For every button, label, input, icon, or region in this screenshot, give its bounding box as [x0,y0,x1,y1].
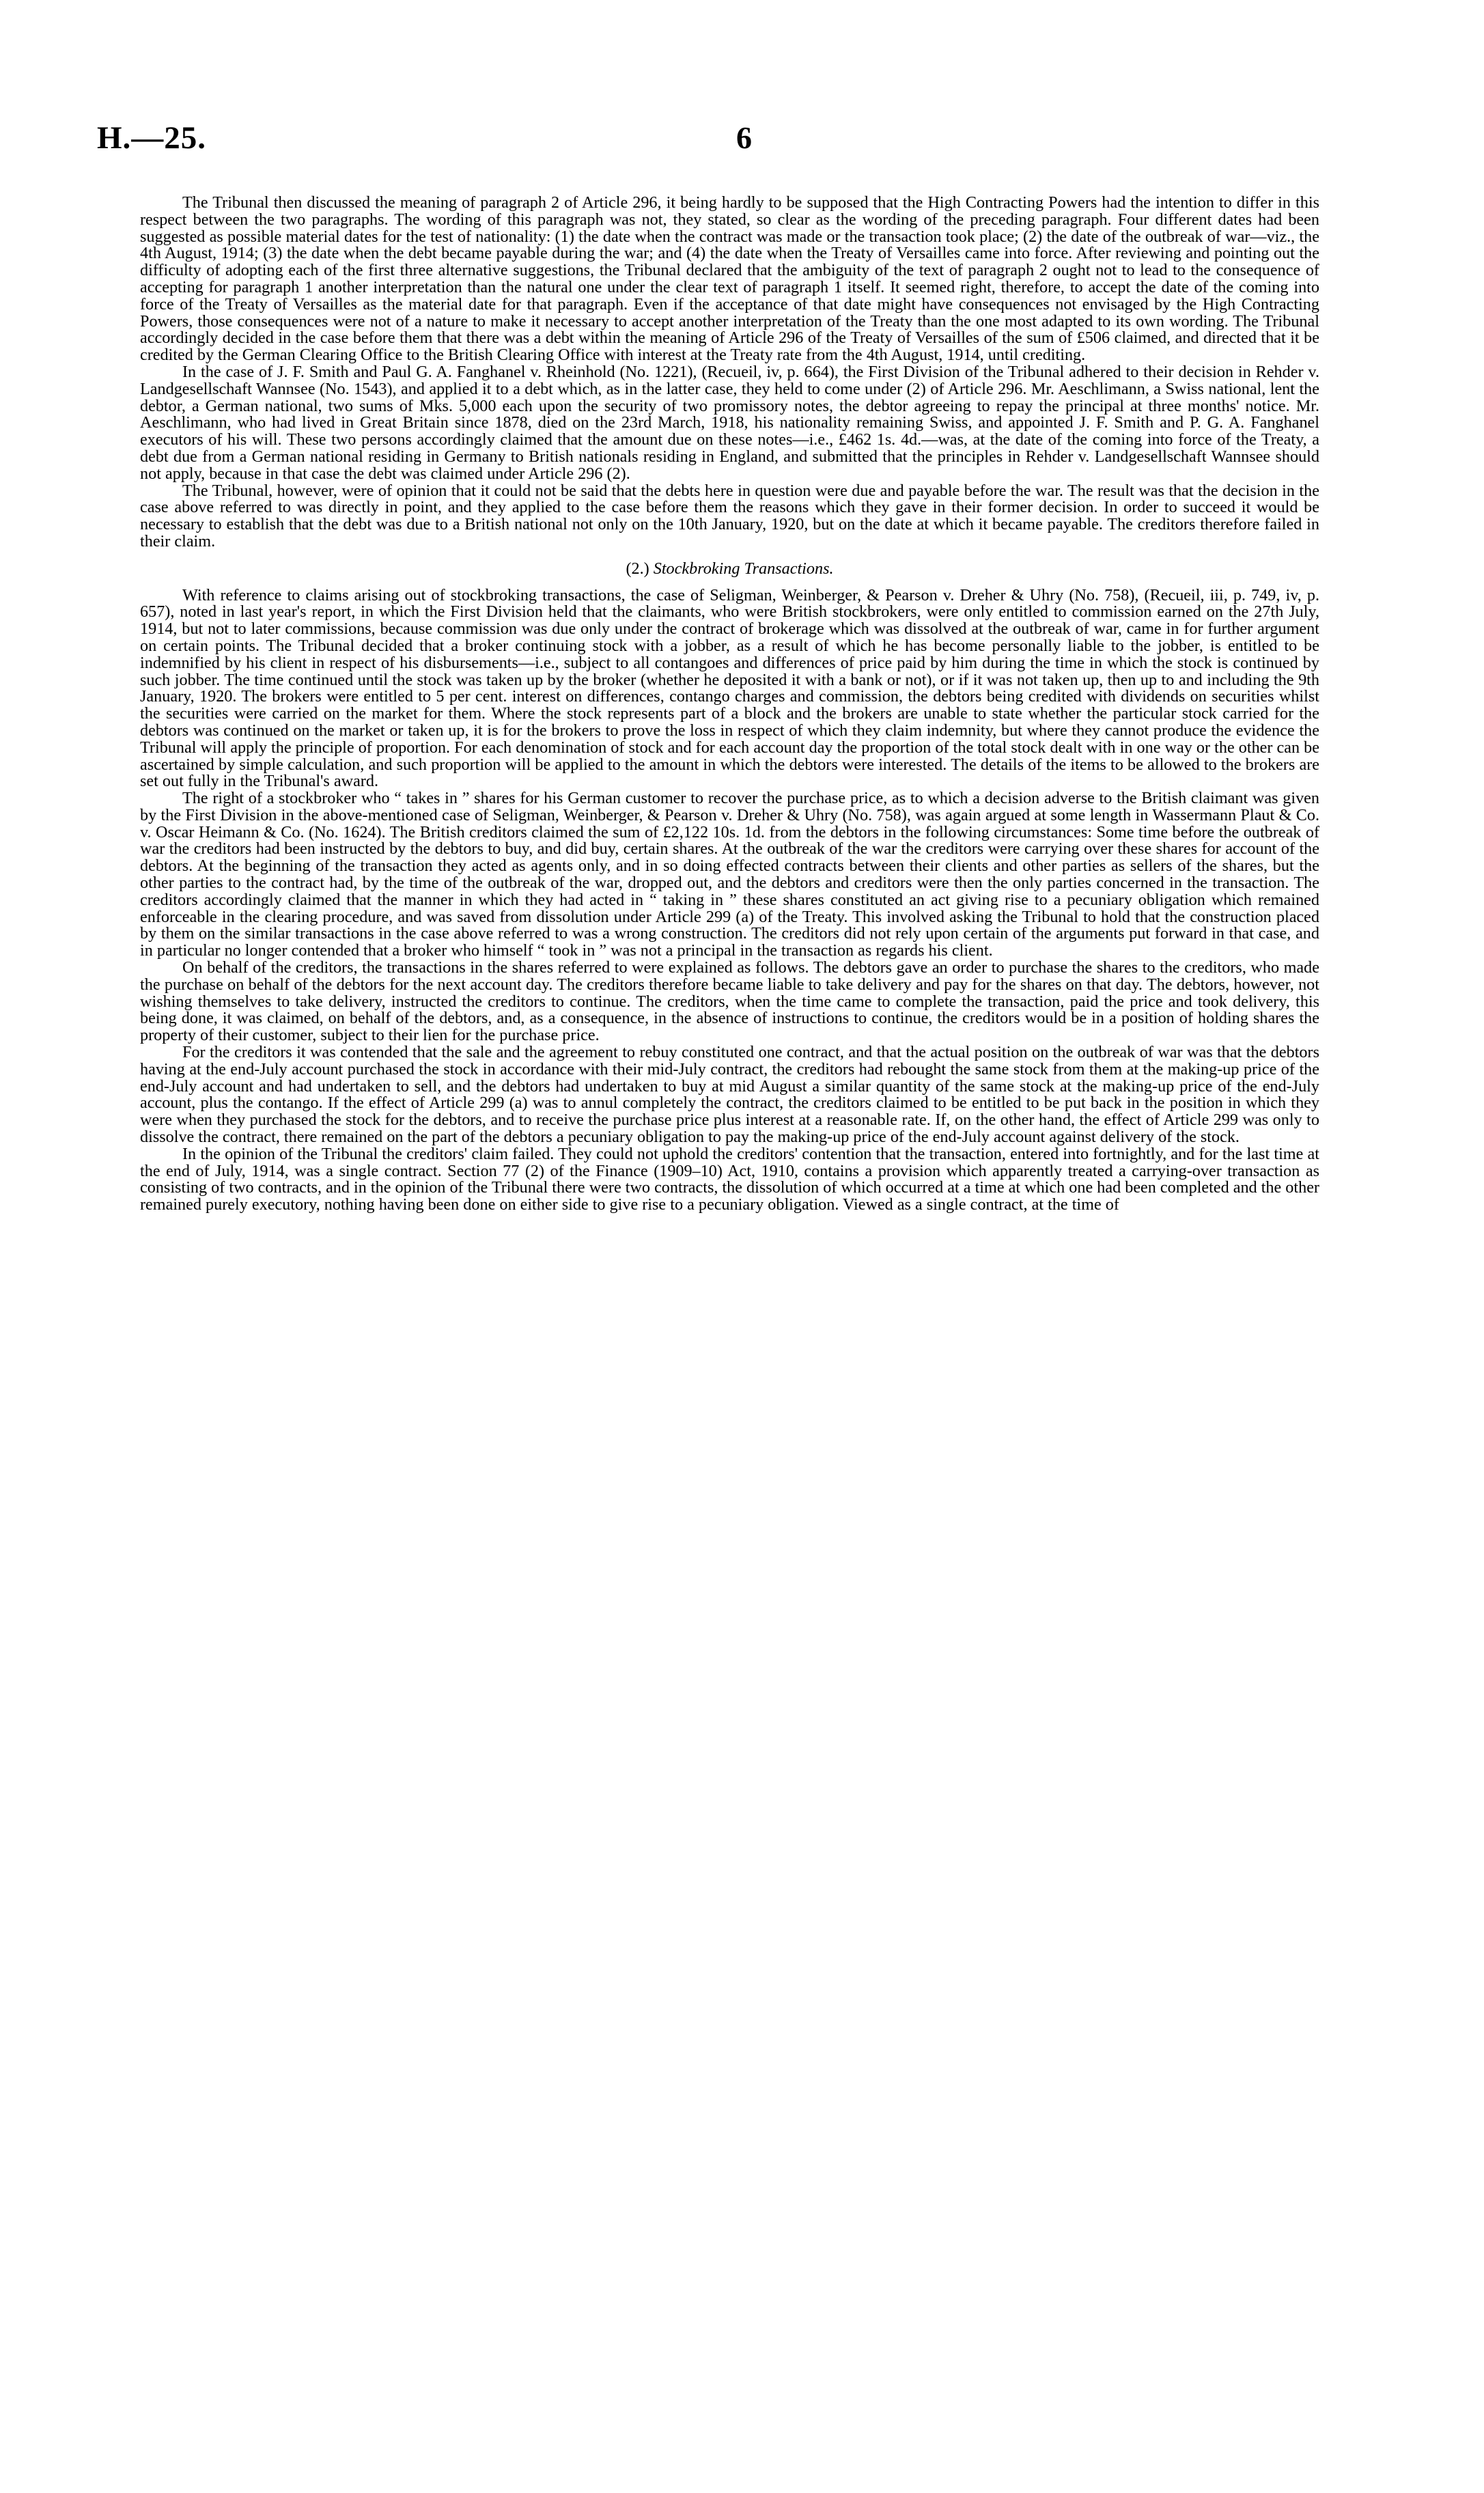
body-paragraph: The Tribunal, however, were of opinion that it could not be said that the debts here in question were due and payable before the war. The result was that the decision in the case above referred to was directly in point, and they applied to the case before them the reasons which they gave in their former decision. In order to succeed it would be necessary to establish that the debt was due to a British national not only on the 10th January, 1920, but on the date at which it became payable. The creditors therefore failed in their claim. [140,481,1319,551]
page-header [97,120,1391,174]
document-body [140,195,1319,1214]
document-reference: H.—25. [97,120,207,156]
body-paragraph: The right of a stockbroker who “ takes in ” shares for his German customer to recover the purchase price, as to which a decision adverse to the British claimant was given by the First Division in the above-mentioned case of Seligman, Weinberger, & Pearson v. Dreher & Uhry (No. 758), was again argued at some length in Wassermann Plaut & Co. v. Oscar Heimann & Co. (No. 1624). The British creditors claimed the sum of £2,122 10s. 1d. from the debtors in the following circumstances: Some time before the outbreak of war the creditors had been instructed by the debtors to buy, and did buy, certain shares. At the outbreak of the war the creditors were carrying over these shares for account of the debtors. At the beginning of the transaction they acted as agents only, and in so doing effected contracts between their clients and other parties as sellers of the shares, but the other parties to the contract had, by the time of the outbreak of the war, dropped out, and the debtors and creditors were then the only parties concerned in the transaction. The creditors accordingly claimed that the manner in which they had acted in “ taking in ” these shares constituted an act giving rise to a pecuniary obligation which remained enforceable in the clearing procedure, and was saved from dissolution under Article 299 (a) of the Treaty. This involved asking the Tribunal to hold that the construction placed by them on the similar transactions in the case above referred to was a wrong construction. The creditors did not rely upon certain of the arguments put forward in that case, and in particular no longer contended that a broker who himself “ took in ” was not a principal in the transaction as regards his client. [140,789,1319,960]
page-number: 6 [736,120,752,155]
body-paragraph: The Tribunal then discussed the meaning of paragraph 2 of Article 296, it being hardly to be supposed that the High Contracting Powers had the intention to differ in this respect between the two paragraphs. The wording of this paragraph was not, they stated, so clear as the wording of the preceding paragraph. Four different dates had been suggested as possible material dates for the test of nationality: (1) the date when the contract was made or the transaction took place; (2) the date of the outbreak of war—viz., the 4th August, 1914; (3) the date when the debt became payable during the war; and (4) the date when the Treaty of Versailles came into force. After reviewing and pointing out the difficulty of adopting each of the first three alternative suggestions, the Tribunal declared that the ambiguity of the text of paragraph 2 ought not to lead to the consequence of accepting for paragraph 1 another interpretation than the natural one under the clear text of paragraph 1 itself. It seemed right, therefore, to accept the date of the coming into force of the Treaty of Versailles as the material date for that paragraph. Even if the acceptance of that date might have consequences not envisaged by the High Contracting Powers, those consequences were not of a nature to make it necessary to accept another interpretation of the Treaty than the one most adapted to its own wording. The Tribunal accordingly decided in the case before them that there was a debt within the meaning of Article 296 of the Treaty of Versailles of the sum of £506 claimed, and directed that it be credited by the German Clearing Office to the British Clearing Office with interest at the Treaty rate from the 4th August, 1914, until crediting. [140,193,1319,365]
section-heading-title: Stockbroking Transactions. [653,559,834,578]
section-nationality [140,195,1319,551]
body-paragraph: On behalf of the creditors, the transactions in the shares referred to were explained as follows. The debtors gave an order to purchase the shares to the creditors, who made the purchase on behalf of the debtors for the next account day. The creditors therefore became liable to take delivery and pay for the shares on that day. The debtors, however, not wishing themselves to take delivery, instructed the creditors to continue. The creditors, when the time came to complete the transaction, paid the price and took delivery, this being done, it was claimed, on behalf of the debtors, and, as a consequence, in the absence of instructions to continue, the creditors would be in a position of holding shares the property of their customer, subject to their lien for the purchase price. [140,958,1319,1045]
section-heading-number: (2.) [626,559,649,578]
section-stockbroking [140,587,1319,1214]
body-paragraph: For the creditors it was contended that the sale and the agreement to rebuy constituted one contract, and that the actual position on the outbreak of war was that the debtors having at the end-July account purchased the stock in accordance with their mid-July contract, the creditors had rebought the same stock from them at the making-up price of the end-July account and had undertaken to sell, and the debtors had undertaken to buy at mid August a similar quantity of the same stock at the making-up price of the end-July account, plus the contango. If the effect of Article 299 (a) was to annul completely the contract, the creditors claimed to be entitled to be put back in the position in which they were when they purchased the stock for the debtors, and to receive the purchase price plus interest at a reasonable rate. If, on the other hand, the effect of Article 299 was only to dissolve the contract, there remained on the part of the debtors a pecuniary obligation to pay the making-up price of the end-July account against delivery of the stock. [140,1043,1319,1147]
body-paragraph: In the opinion of the Tribunal the creditors' claim failed. They could not uphold the creditors' contention that the transaction, entered into fortnightly, and for the last time at the end of July, 1914, was a single contract. Section 77 (2) of the Finance (1909–10) Act, 1910, contains a provision which apparently treated a carrying-over transaction as consisting of two contracts, and in the opinion of the Tribunal there were two contracts, the dissolution of which occurred at a time at which one had been completed and the other remained purely executory, nothing having been done on either side to give rise to a pecuniary obligation. Viewed as a single contract, at the time of [140,1144,1319,1214]
body-paragraph: With reference to claims arising out of stockbroking transactions, the case of Seligman, Weinberger, & Pearson v. Dreher & Uhry (No. 758), (Recueil, iii, p. 749, iv, p. 657), noted in last year's report, in which the First Division held that the claimants, who were British stockbrokers, were only entitled to commission earned on the 27th July, 1914, but not to later commissions, because commission was due only under the contract of brokerage which was dissolved at the outbreak of war, came in for further argument on certain points. The Tribunal decided that a broker continuing stock with a jobber, as a result of which he has become personally liable to the jobber, is entitled to be indemnified by his client in respect of his disbursements—i.e., subject to all contangoes and differences of price paid by him during the time in which the stock is continued by such jobber. The time continued until the stock was taken up by the broker (whether he deposited it with a bank or not), or if it was not taken up, then up to and including the 9th January, 1920. The brokers were entitled to 5 per cent. interest on differences, contango charges and commission, the debtors being credited with dividends on securities whilst the securities were carried on the market for them. Where the stock represents part of a block and the brokers are unable to state whether the particular stock carried for the debtors was continued on the market or taken up, it is for the brokers to prove the loss in respect of which they claim indemnity, but where they cannot produce the evidence the Tribunal will apply the principle of proportion. For each denomination of stock and for each account day the proportion of the total stock dealt with in one way or the other can be ascertained by simple calculation, and such proportion will be applied to the amount in which the debtors were interested. The details of the items to be allowed to the brokers are set out fully in the Tribunal's award. [140,585,1319,791]
body-paragraph: In the case of J. F. Smith and Paul G. A. Fanghanel v. Rheinhold (No. 1221), (Recueil, iv, p. 664), the First Division of the Tribunal adhered to their decision in Rehder v. Landgesellschaft Wannsee (No. 1543), and applied it to a debt which, as in the latter case, they held to come under (2) of Article 296. Mr. Aeschlimann, a Swiss national, lent the debtor, a German national, two sums of Mks. 5,000 each upon the security of two promissory notes, the debtor agreeing to repay the principal at three months' notice. Mr. Aeschlimann, who had lived in Great Britain since 1878, died on the 23rd March, 1918, his nationality remaining Swiss, and appointed J. F. Smith and P. G. A. Fanghanel executors of his will. These two persons accordingly claimed that the amount due on these notes—i.e., £462 1s. 4d.—was, at the date of the coming into force of the Treaty, a debt due from a German national residing in Germany to British nationals residing in England, and submitted that the principles in Rehder v. Landgesellschaft Wannsee should not apply, because in that case the debt was claimed under Article 296 (2). [140,362,1319,483]
section-heading [140,561,1319,578]
